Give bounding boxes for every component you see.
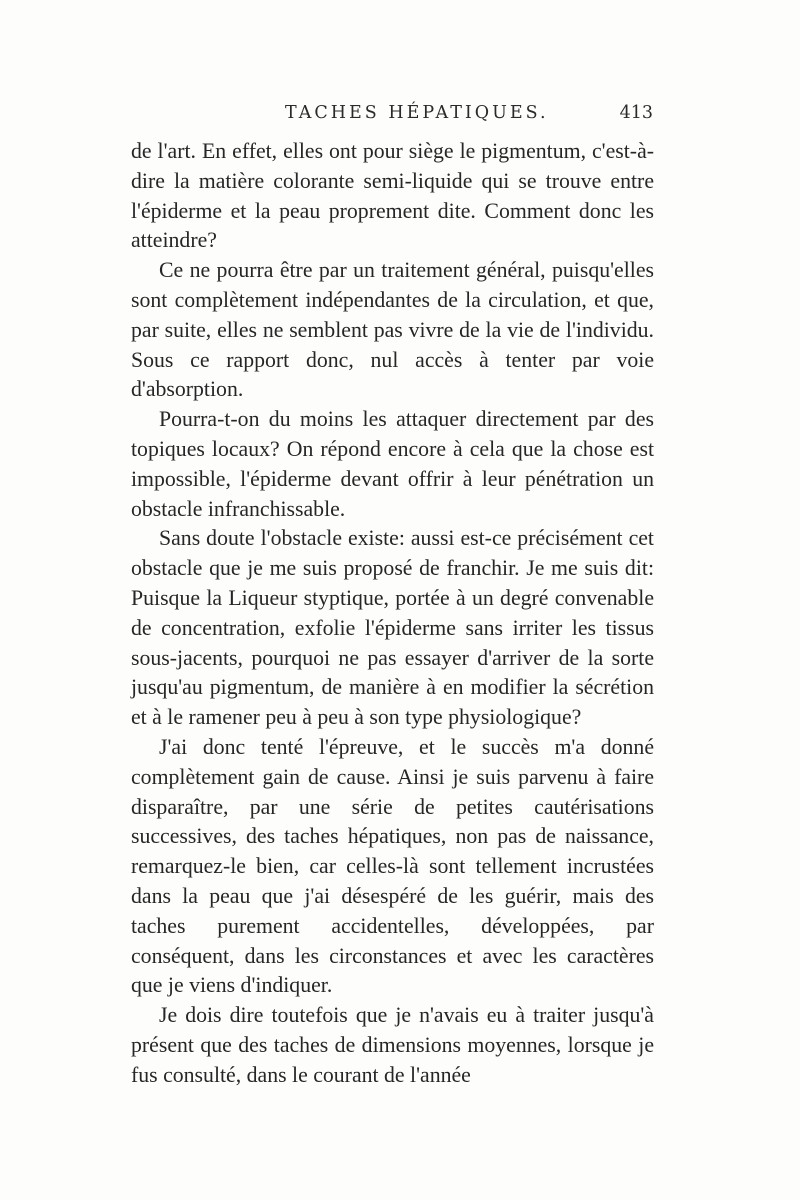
paragraph: Pourra-t-on du moins les attaquer directement par des topiques locaux? On répond encore à cela que la chose est impossible, l'épiderme devant offrir à leur pénétration un obstacle infranchissable. xyxy=(131,407,654,521)
page-number: 413 xyxy=(619,103,653,123)
body-text xyxy=(131,137,654,1091)
page-header xyxy=(130,103,655,133)
paragraph: Sans doute l'obstacle existe: aussi est-ce précisément cet obstacle que je me suis proposé de franchir. Je me suis dit: Puisque la Liqueur styptique, portée à un degré convenable de concentration, exfolie l'épiderme sans irriter les tissus sous-jacents, pourquoi ne pas essayer d'arriver de la sorte jusqu'au pigmentum, de manière à en modifier la sécrétion et à le ramener peu à peu à son type physiologique? xyxy=(131,526,654,730)
paragraph: Ce ne pourra être par un traitement général, puisqu'elles sont complètement indépendantes de la circulation, et que, par suite, elles ne semblent pas vivre de la vie de l'individu. Sous ce rapport donc, nul accès à tenter par voie d'absorption. xyxy=(131,258,654,402)
paragraph: J'ai donc tenté l'épreuve, et le succès m'a donné complètement gain de cause. Ainsi je suis parvenu à faire disparaître, par une série de petites cautérisations successives, des taches hépatiques, non pas de naissance, remarquez-le bien, car celles-là sont tellement incrustées dans la peau que j'ai désespéré de les guérir, mais des taches purement accidentelles, développées, par conséquent, dans les circonstances et avec les caractères que je viens d'indiquer. xyxy=(131,734,654,998)
running-title: TACHES HÉPATIQUES. xyxy=(285,103,549,123)
paragraph: Je dois dire toutefois que je n'avais eu à traiter jusqu'à présent que des taches de dimensions moyennes, lorsque je fus consulté, dans le courant de l'année xyxy=(131,1003,654,1087)
paragraph: de l'art. En effet, elles ont pour siège le pigmentum, c'est-à-dire la matière colorante semi-liquide qui se trouve entre l'épiderme et la peau proprement dite. Comment donc les atteindre? xyxy=(131,139,654,253)
